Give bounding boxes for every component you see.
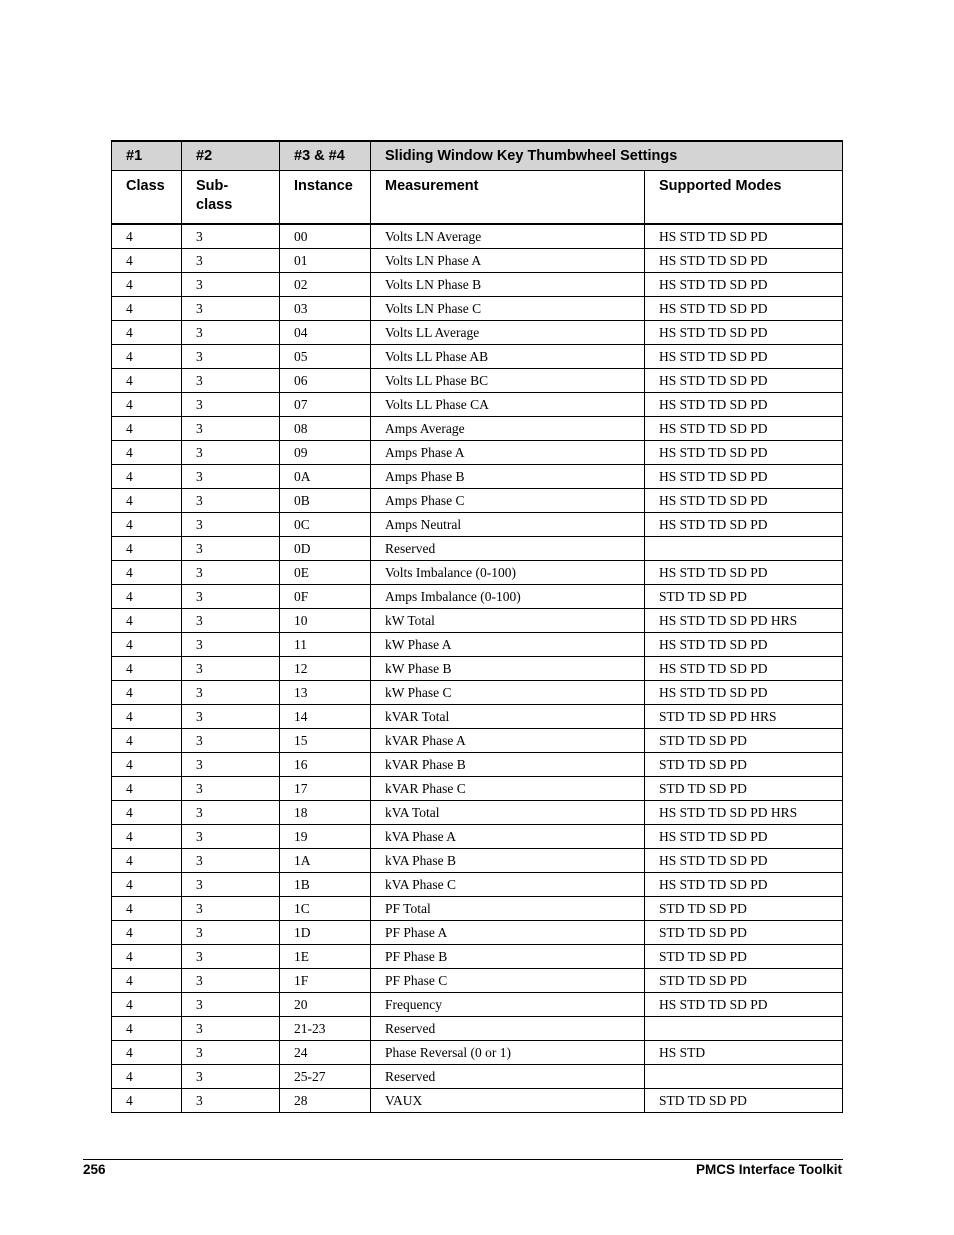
document-title: PMCS Interface Toolkit [695, 1162, 842, 1177]
cell-supported-modes: HS STD TD SD PD [645, 465, 843, 489]
cell-supported-modes: HS STD [645, 1041, 843, 1065]
table-row [112, 681, 843, 705]
cell-supported-modes: HS STD TD SD PD [645, 393, 843, 417]
cell-supported-modes: HS STD TD SD PD HRS [645, 801, 843, 825]
cell-class: 4 [112, 801, 182, 825]
cell-instance: 03 [280, 297, 371, 321]
table-row [112, 249, 843, 273]
cell-supported-modes: HS STD TD SD PD [645, 873, 843, 897]
cell-subclass: 3 [182, 825, 280, 849]
cell-instance: 13 [280, 681, 371, 705]
cell-subclass: 3 [182, 321, 280, 345]
cell-instance: 14 [280, 705, 371, 729]
cell-subclass: 3 [182, 561, 280, 585]
cell-subclass: 3 [182, 849, 280, 873]
cell-subclass: 3 [182, 777, 280, 801]
header-class: Class [112, 171, 182, 225]
cell-subclass: 3 [182, 1089, 280, 1113]
cell-instance: 01 [280, 249, 371, 273]
cell-subclass: 3 [182, 489, 280, 513]
cell-instance: 16 [280, 753, 371, 777]
table-row [112, 393, 843, 417]
cell-measurement: Amps Average [371, 417, 645, 441]
cell-class: 4 [112, 993, 182, 1017]
cell-measurement: kVAR Total [371, 705, 645, 729]
cell-supported-modes: HS STD TD SD PD [645, 321, 843, 345]
cell-instance: 1B [280, 873, 371, 897]
cell-measurement: Volts LN Phase B [371, 273, 645, 297]
cell-class: 4 [112, 465, 182, 489]
cell-instance: 0E [280, 561, 371, 585]
cell-instance: 24 [280, 1041, 371, 1065]
table-row [112, 777, 843, 801]
cell-measurement: kW Total [371, 609, 645, 633]
cell-supported-modes: HS STD TD SD PD [645, 249, 843, 273]
cell-supported-modes: HS STD TD SD PD [645, 489, 843, 513]
table-row [112, 297, 843, 321]
cell-instance: 19 [280, 825, 371, 849]
header-col-2: #2 [182, 141, 280, 171]
cell-measurement: Reserved [371, 1065, 645, 1089]
cell-class: 4 [112, 681, 182, 705]
cell-instance: 21-23 [280, 1017, 371, 1041]
cell-instance: 1F [280, 969, 371, 993]
table-row [112, 369, 843, 393]
cell-instance: 1C [280, 897, 371, 921]
header-instance: Instance [280, 171, 371, 225]
cell-class: 4 [112, 657, 182, 681]
table-row [112, 417, 843, 441]
table-row [112, 873, 843, 897]
page-number: 256 [83, 1162, 106, 1177]
table-row [112, 753, 843, 777]
cell-class: 4 [112, 321, 182, 345]
table-row [112, 273, 843, 297]
cell-instance: 0B [280, 489, 371, 513]
header-measurement: Measurement [371, 171, 645, 225]
cell-measurement: Volts LL Phase BC [371, 369, 645, 393]
cell-instance: 07 [280, 393, 371, 417]
cell-subclass: 3 [182, 705, 280, 729]
cell-supported-modes: HS STD TD SD PD [645, 441, 843, 465]
cell-subclass: 3 [182, 513, 280, 537]
cell-instance: 02 [280, 273, 371, 297]
cell-class: 4 [112, 297, 182, 321]
cell-class: 4 [112, 873, 182, 897]
table-row [112, 465, 843, 489]
cell-supported-modes: STD TD SD PD [645, 1089, 843, 1113]
cell-subclass: 3 [182, 273, 280, 297]
table-row [112, 705, 843, 729]
table-row [112, 633, 843, 657]
cell-instance: 04 [280, 321, 371, 345]
cell-measurement: kVA Total [371, 801, 645, 825]
header-col-3-4: #3 & #4 [280, 141, 371, 171]
cell-measurement: Reserved [371, 1017, 645, 1041]
table-row [112, 321, 843, 345]
table-row [112, 1089, 843, 1113]
cell-subclass: 3 [182, 993, 280, 1017]
table-row [112, 513, 843, 537]
cell-supported-modes: STD TD SD PD HRS [645, 705, 843, 729]
cell-instance: 06 [280, 369, 371, 393]
cell-class: 4 [112, 489, 182, 513]
cell-measurement: Reserved [371, 537, 645, 561]
cell-subclass: 3 [182, 633, 280, 657]
cell-supported-modes [645, 1017, 843, 1041]
cell-supported-modes [645, 537, 843, 561]
table-header-row-top [112, 141, 843, 171]
cell-measurement: kW Phase B [371, 657, 645, 681]
cell-class: 4 [112, 345, 182, 369]
table-row [112, 921, 843, 945]
cell-supported-modes [645, 1065, 843, 1089]
cell-supported-modes: HS STD TD SD PD [645, 345, 843, 369]
table-row [112, 609, 843, 633]
cell-measurement: Volts Imbalance (0-100) [371, 561, 645, 585]
cell-instance: 0D [280, 537, 371, 561]
cell-class: 4 [112, 273, 182, 297]
cell-subclass: 3 [182, 417, 280, 441]
cell-supported-modes: HS STD TD SD PD [645, 513, 843, 537]
cell-supported-modes: HS STD TD SD PD [645, 224, 843, 249]
cell-measurement: kVA Phase B [371, 849, 645, 873]
header-subclass: Sub- class [182, 171, 280, 225]
cell-supported-modes: HS STD TD SD PD HRS [645, 609, 843, 633]
cell-measurement: kW Phase C [371, 681, 645, 705]
cell-instance: 0F [280, 585, 371, 609]
cell-class: 4 [112, 513, 182, 537]
cell-supported-modes: HS STD TD SD PD [645, 417, 843, 441]
cell-measurement: Amps Phase B [371, 465, 645, 489]
table-body [112, 224, 843, 1113]
thumbwheel-settings-table [111, 140, 843, 1113]
table-row [112, 561, 843, 585]
table-row [112, 537, 843, 561]
cell-subclass: 3 [182, 537, 280, 561]
cell-subclass: 3 [182, 753, 280, 777]
header-supported-modes: Supported Modes [645, 171, 843, 225]
cell-measurement: PF Total [371, 897, 645, 921]
cell-subclass: 3 [182, 729, 280, 753]
cell-measurement: Volts LL Phase CA [371, 393, 645, 417]
cell-supported-modes: HS STD TD SD PD [645, 633, 843, 657]
table-row [112, 1041, 843, 1065]
cell-instance: 1A [280, 849, 371, 873]
cell-subclass: 3 [182, 393, 280, 417]
cell-class: 4 [112, 705, 182, 729]
cell-class: 4 [112, 417, 182, 441]
cell-instance: 28 [280, 1089, 371, 1113]
cell-instance: 0C [280, 513, 371, 537]
cell-measurement: Amps Phase A [371, 441, 645, 465]
cell-instance: 11 [280, 633, 371, 657]
cell-subclass: 3 [182, 249, 280, 273]
cell-measurement: kW Phase A [371, 633, 645, 657]
cell-instance: 25-27 [280, 1065, 371, 1089]
cell-measurement: Amps Imbalance (0-100) [371, 585, 645, 609]
cell-class: 4 [112, 921, 182, 945]
table-row [112, 801, 843, 825]
cell-measurement: Volts LN Phase A [371, 249, 645, 273]
cell-measurement: Volts LL Phase AB [371, 345, 645, 369]
cell-instance: 08 [280, 417, 371, 441]
cell-class: 4 [112, 249, 182, 273]
cell-measurement: Frequency [371, 993, 645, 1017]
cell-supported-modes: STD TD SD PD [645, 921, 843, 945]
cell-supported-modes: HS STD TD SD PD [645, 297, 843, 321]
cell-measurement: Volts LL Average [371, 321, 645, 345]
cell-class: 4 [112, 777, 182, 801]
table-row [112, 224, 843, 249]
table-header-row-sub [112, 171, 843, 225]
cell-instance: 0A [280, 465, 371, 489]
cell-instance: 20 [280, 993, 371, 1017]
table-row [112, 657, 843, 681]
cell-class: 4 [112, 825, 182, 849]
cell-class: 4 [112, 753, 182, 777]
cell-class: 4 [112, 1065, 182, 1089]
header-col-1: #1 [112, 141, 182, 171]
table-row [112, 897, 843, 921]
cell-supported-modes: STD TD SD PD [645, 585, 843, 609]
cell-subclass: 3 [182, 945, 280, 969]
cell-measurement: kVAR Phase C [371, 777, 645, 801]
cell-class: 4 [112, 1041, 182, 1065]
cell-class: 4 [112, 224, 182, 249]
cell-instance: 05 [280, 345, 371, 369]
cell-subclass: 3 [182, 369, 280, 393]
cell-measurement: Amps Neutral [371, 513, 645, 537]
cell-supported-modes: STD TD SD PD [645, 945, 843, 969]
cell-class: 4 [112, 1089, 182, 1113]
table-row [112, 489, 843, 513]
cell-class: 4 [112, 729, 182, 753]
cell-measurement: PF Phase B [371, 945, 645, 969]
cell-subclass: 3 [182, 969, 280, 993]
cell-supported-modes: STD TD SD PD [645, 777, 843, 801]
cell-subclass: 3 [182, 465, 280, 489]
cell-measurement: VAUX [371, 1089, 645, 1113]
cell-class: 4 [112, 1017, 182, 1041]
cell-class: 4 [112, 969, 182, 993]
table-row [112, 441, 843, 465]
table-row [112, 945, 843, 969]
cell-instance: 1E [280, 945, 371, 969]
cell-supported-modes: STD TD SD PD [645, 897, 843, 921]
cell-instance: 10 [280, 609, 371, 633]
cell-class: 4 [112, 561, 182, 585]
cell-subclass: 3 [182, 1017, 280, 1041]
cell-subclass: 3 [182, 609, 280, 633]
cell-subclass: 3 [182, 657, 280, 681]
cell-class: 4 [112, 945, 182, 969]
cell-subclass: 3 [182, 1065, 280, 1089]
table-row [112, 1017, 843, 1041]
table-row [112, 585, 843, 609]
table-row [112, 345, 843, 369]
cell-supported-modes: STD TD SD PD [645, 753, 843, 777]
cell-class: 4 [112, 609, 182, 633]
cell-subclass: 3 [182, 873, 280, 897]
cell-class: 4 [112, 393, 182, 417]
cell-instance: 00 [280, 224, 371, 249]
cell-instance: 12 [280, 657, 371, 681]
header-sliding-window: Sliding Window Key Thumbwheel Settings [371, 141, 843, 171]
cell-supported-modes: HS STD TD SD PD [645, 849, 843, 873]
table-row [112, 1065, 843, 1089]
footer-rule [83, 1159, 843, 1160]
cell-class: 4 [112, 441, 182, 465]
cell-measurement: kVA Phase A [371, 825, 645, 849]
cell-subclass: 3 [182, 224, 280, 249]
cell-supported-modes: HS STD TD SD PD [645, 993, 843, 1017]
cell-subclass: 3 [182, 441, 280, 465]
cell-supported-modes: HS STD TD SD PD [645, 825, 843, 849]
cell-supported-modes: STD TD SD PD [645, 729, 843, 753]
cell-measurement: kVAR Phase A [371, 729, 645, 753]
cell-subclass: 3 [182, 297, 280, 321]
cell-subclass: 3 [182, 345, 280, 369]
cell-subclass: 3 [182, 681, 280, 705]
cell-supported-modes: HS STD TD SD PD [645, 681, 843, 705]
cell-class: 4 [112, 633, 182, 657]
cell-measurement: PF Phase A [371, 921, 645, 945]
cell-measurement: Volts LN Phase C [371, 297, 645, 321]
cell-instance: 17 [280, 777, 371, 801]
table-row [112, 993, 843, 1017]
cell-measurement: Amps Phase C [371, 489, 645, 513]
table-row [112, 849, 843, 873]
cell-measurement: Phase Reversal (0 or 1) [371, 1041, 645, 1065]
cell-subclass: 3 [182, 801, 280, 825]
cell-measurement: Volts LN Average [371, 224, 645, 249]
cell-supported-modes: HS STD TD SD PD [645, 273, 843, 297]
cell-class: 4 [112, 537, 182, 561]
table-row [112, 969, 843, 993]
cell-measurement: kVAR Phase B [371, 753, 645, 777]
cell-subclass: 3 [182, 921, 280, 945]
cell-subclass: 3 [182, 1041, 280, 1065]
cell-subclass: 3 [182, 897, 280, 921]
cell-instance: 15 [280, 729, 371, 753]
cell-class: 4 [112, 585, 182, 609]
cell-supported-modes: HS STD TD SD PD [645, 657, 843, 681]
cell-class: 4 [112, 369, 182, 393]
cell-instance: 18 [280, 801, 371, 825]
cell-measurement: kVA Phase C [371, 873, 645, 897]
cell-instance: 09 [280, 441, 371, 465]
cell-measurement: PF Phase C [371, 969, 645, 993]
cell-subclass: 3 [182, 585, 280, 609]
table-row [112, 729, 843, 753]
cell-supported-modes: HS STD TD SD PD [645, 369, 843, 393]
table-row [112, 825, 843, 849]
cell-class: 4 [112, 897, 182, 921]
cell-instance: 1D [280, 921, 371, 945]
cell-supported-modes: HS STD TD SD PD [645, 561, 843, 585]
cell-class: 4 [112, 849, 182, 873]
cell-supported-modes: STD TD SD PD [645, 969, 843, 993]
